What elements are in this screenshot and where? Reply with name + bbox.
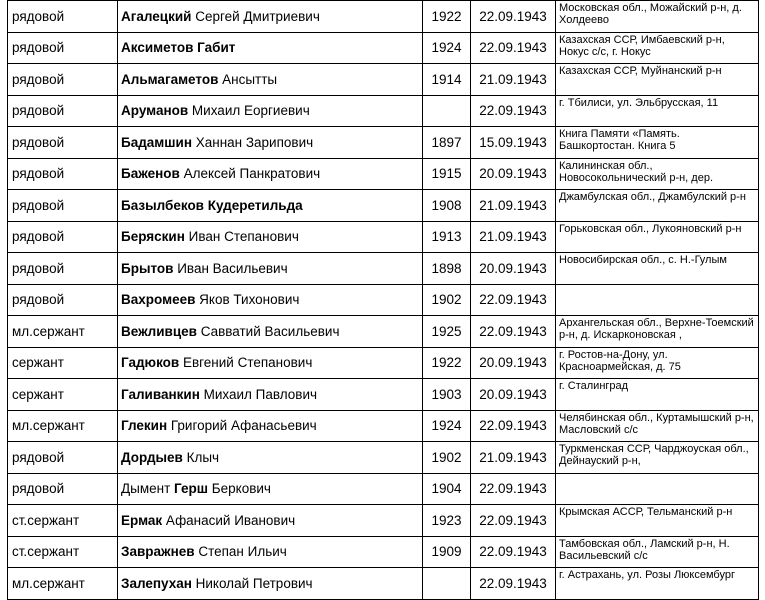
surname: Вежливцев [121, 323, 197, 339]
death-date-cell: 21.09.1943 [471, 64, 556, 96]
table-row [8, 284, 759, 316]
name-cell [118, 347, 423, 379]
death-date-cell: 22.09.1943 [471, 568, 556, 600]
name-cell [118, 158, 423, 190]
name-cell [118, 64, 423, 96]
given-names: Михаил Еоргиевич [188, 103, 310, 119]
rank-cell: рядовой [8, 158, 118, 190]
birth-year-cell: 1908 [423, 190, 471, 222]
rank-cell: рядовой [8, 190, 118, 222]
death-date-cell: 21.09.1943 [471, 190, 556, 222]
birth-year-cell: 1904 [423, 473, 471, 505]
name-cell [118, 1, 423, 33]
given-names: Афанасий Иванович [162, 512, 296, 528]
name-cell [118, 410, 423, 442]
birthplace-cell [556, 473, 759, 505]
rank-cell: рядовой [8, 95, 118, 127]
death-date-cell: 20.09.1943 [471, 379, 556, 411]
table-row [8, 190, 759, 222]
birth-year-cell: 1914 [423, 64, 471, 96]
surname: Залепухан [121, 575, 192, 591]
name-cell [118, 253, 423, 285]
name-cell [118, 221, 423, 253]
name-cell [118, 95, 423, 127]
birthplace-cell: г. Астрахань, ул. Розы Люксембург [556, 568, 759, 600]
rank-cell: рядовой [8, 1, 118, 33]
surname: Глекин [121, 418, 168, 434]
birth-year-cell [423, 568, 471, 600]
surname: Бадамшин [121, 134, 192, 150]
table-body [8, 1, 759, 600]
death-date-cell: 22.09.1943 [471, 32, 556, 64]
given-names: Савватий Васильевич [196, 323, 340, 339]
surname: Альмагаметов [121, 71, 219, 87]
death-date-cell: 22.09.1943 [471, 473, 556, 505]
name-cell [118, 473, 423, 505]
name-cell [118, 568, 423, 600]
given-names: Иван Степанович [184, 229, 299, 245]
birthplace-cell: Джамбулская обл., Джамбулский р-н [556, 190, 759, 222]
birthplace-cell: Челябинская обл., Куртамышский р-н, Масловский с/с [556, 410, 759, 442]
birth-year-cell: 1924 [423, 32, 471, 64]
birth-year-cell: 1902 [423, 442, 471, 474]
rank-cell: рядовой [8, 127, 118, 159]
given-names: Яков Тихонович [195, 292, 300, 308]
birth-year-cell: 1902 [423, 284, 471, 316]
rank-cell: мл.сержант [8, 568, 118, 600]
birth-year-cell: 1922 [423, 1, 471, 33]
table-row [8, 32, 759, 64]
name-cell [118, 127, 423, 159]
given-names: Степан Ильич [194, 544, 287, 560]
given-names: Ханнан Зарипович [191, 134, 314, 150]
given-names: Григорий Афанасьевич [167, 418, 317, 434]
surname: Аксиметов Габит [121, 40, 236, 56]
given-names: Беркович [208, 481, 271, 497]
death-date-cell: 22.09.1943 [471, 316, 556, 348]
table-row [8, 568, 759, 600]
table-row [8, 473, 759, 505]
surname: Галиванкин [121, 386, 200, 402]
birthplace-cell: Казахская ССР, Имбаевский р-н, Нокус с/с, г. Нокус [556, 32, 759, 64]
surname: Ермак [121, 512, 163, 528]
rank-cell: рядовой [8, 284, 118, 316]
surname: Дордыев [121, 449, 183, 465]
surname: Баженов [121, 166, 180, 182]
rank-cell: мл.сержант [8, 410, 118, 442]
surname: Агалецкий [121, 8, 192, 24]
table-row [8, 64, 759, 96]
table-row [8, 1, 759, 33]
given-names: Евгений Степанович [179, 355, 313, 371]
death-date-cell: 22.09.1943 [471, 95, 556, 127]
birthplace-cell: г. Сталинград [556, 379, 759, 411]
rank-cell: ст.сержант [8, 505, 118, 537]
given-names: Николай Петрович [191, 575, 313, 591]
table-row [8, 127, 759, 159]
birthplace-cell: Горьковская обл., Лукояновский р-н [556, 221, 759, 253]
name-cell [118, 32, 423, 64]
birth-year-cell: 1915 [423, 158, 471, 190]
birth-year-cell: 1922 [423, 347, 471, 379]
surname: Брытов [121, 260, 174, 276]
birthplace-cell: Крымская АССР, Тельманский р-н [556, 505, 759, 537]
birthplace-cell: Калининская обл., Новосокольнический р-н, дер. [556, 158, 759, 190]
birth-year-cell: 1897 [423, 127, 471, 159]
death-date-cell: 22.09.1943 [471, 536, 556, 568]
name-prefix: Дымент [121, 481, 175, 497]
name-cell [118, 190, 423, 222]
death-date-cell: 20.09.1943 [471, 253, 556, 285]
birthplace-cell: Книга Памяти «Память. Башкортостан. Книга 5 [556, 127, 759, 159]
death-date-cell: 22.09.1943 [471, 284, 556, 316]
death-date-cell: 21.09.1943 [471, 442, 556, 474]
birthplace-cell: Архангельская обл., Верхне-Тоемский р-н, д. Искарконовская , [556, 316, 759, 348]
rank-cell: рядовой [8, 473, 118, 505]
table-row [8, 221, 759, 253]
table-row [8, 316, 759, 348]
table-row [8, 253, 759, 285]
rank-cell: ст.сержант [8, 536, 118, 568]
rank-cell: сержант [8, 379, 118, 411]
death-date-cell: 15.09.1943 [471, 127, 556, 159]
rank-cell: рядовой [8, 221, 118, 253]
table-row [8, 536, 759, 568]
table-row [8, 442, 759, 474]
name-cell [118, 316, 423, 348]
table-row [8, 158, 759, 190]
name-cell [118, 284, 423, 316]
birth-year-cell: 1903 [423, 379, 471, 411]
name-cell [118, 379, 423, 411]
birthplace-cell: Новосибирская обл., с. Н.-Гулым [556, 253, 759, 285]
birth-year-cell [423, 95, 471, 127]
name-cell [118, 442, 423, 474]
given-names: Алексей Панкратович [179, 166, 321, 182]
table-row [8, 379, 759, 411]
surname: Герш [174, 481, 209, 497]
death-date-cell: 20.09.1943 [471, 158, 556, 190]
name-cell [118, 536, 423, 568]
table-row [8, 505, 759, 537]
birth-year-cell: 1924 [423, 410, 471, 442]
birthplace-cell: г. Ростов-на-Дону, ул. Красноармейская, д. 75 [556, 347, 759, 379]
rank-cell: сержант [8, 347, 118, 379]
birthplace-cell [556, 284, 759, 316]
table-row [8, 95, 759, 127]
rank-cell: мл.сержант [8, 316, 118, 348]
birth-year-cell: 1913 [423, 221, 471, 253]
given-names: Клыч [182, 449, 220, 465]
birthplace-cell: Тамбовская обл., Ламский р-н, Н. Васильевский с/с [556, 536, 759, 568]
surname: Завражнев [121, 544, 195, 560]
birthplace-cell: Московская обл., Можайский р-н, д. Холдеево [556, 1, 759, 33]
rank-cell: рядовой [8, 32, 118, 64]
death-date-cell: 20.09.1943 [471, 347, 556, 379]
given-names: Сергей Дмитриевич [191, 8, 320, 24]
given-names: Ансытты [218, 71, 278, 87]
surname: Аруманов [121, 103, 189, 119]
birth-year-cell: 1925 [423, 316, 471, 348]
surname: Вахромеев [121, 292, 196, 308]
surname: Беряскин [121, 229, 185, 245]
name-cell [118, 505, 423, 537]
rank-cell: рядовой [8, 64, 118, 96]
surname: Гадюков [121, 355, 180, 371]
death-date-cell: 22.09.1943 [471, 410, 556, 442]
death-date-cell: 22.09.1943 [471, 505, 556, 537]
death-date-cell: 22.09.1943 [471, 1, 556, 33]
death-date-cell: 21.09.1943 [471, 221, 556, 253]
birthplace-cell: г. Тбилиси, ул. Эльбрусская, 11 [556, 95, 759, 127]
rank-cell: рядовой [8, 442, 118, 474]
rank-cell: рядовой [8, 253, 118, 285]
birth-year-cell: 1909 [423, 536, 471, 568]
surname: Базылбеков Кудеретильда [121, 197, 303, 213]
given-names: Михаил Павлович [199, 386, 318, 402]
birthplace-cell: Туркменская ССР, Чарджоуская обл., Дейнауский р-н, [556, 442, 759, 474]
casualty-list-table [7, 0, 759, 600]
table-row [8, 410, 759, 442]
given-names: Иван Васильевич [173, 260, 288, 276]
table-row [8, 347, 759, 379]
birth-year-cell: 1898 [423, 253, 471, 285]
birth-year-cell: 1923 [423, 505, 471, 537]
birthplace-cell: Казахская ССР, Муйнанский р-н [556, 64, 759, 96]
